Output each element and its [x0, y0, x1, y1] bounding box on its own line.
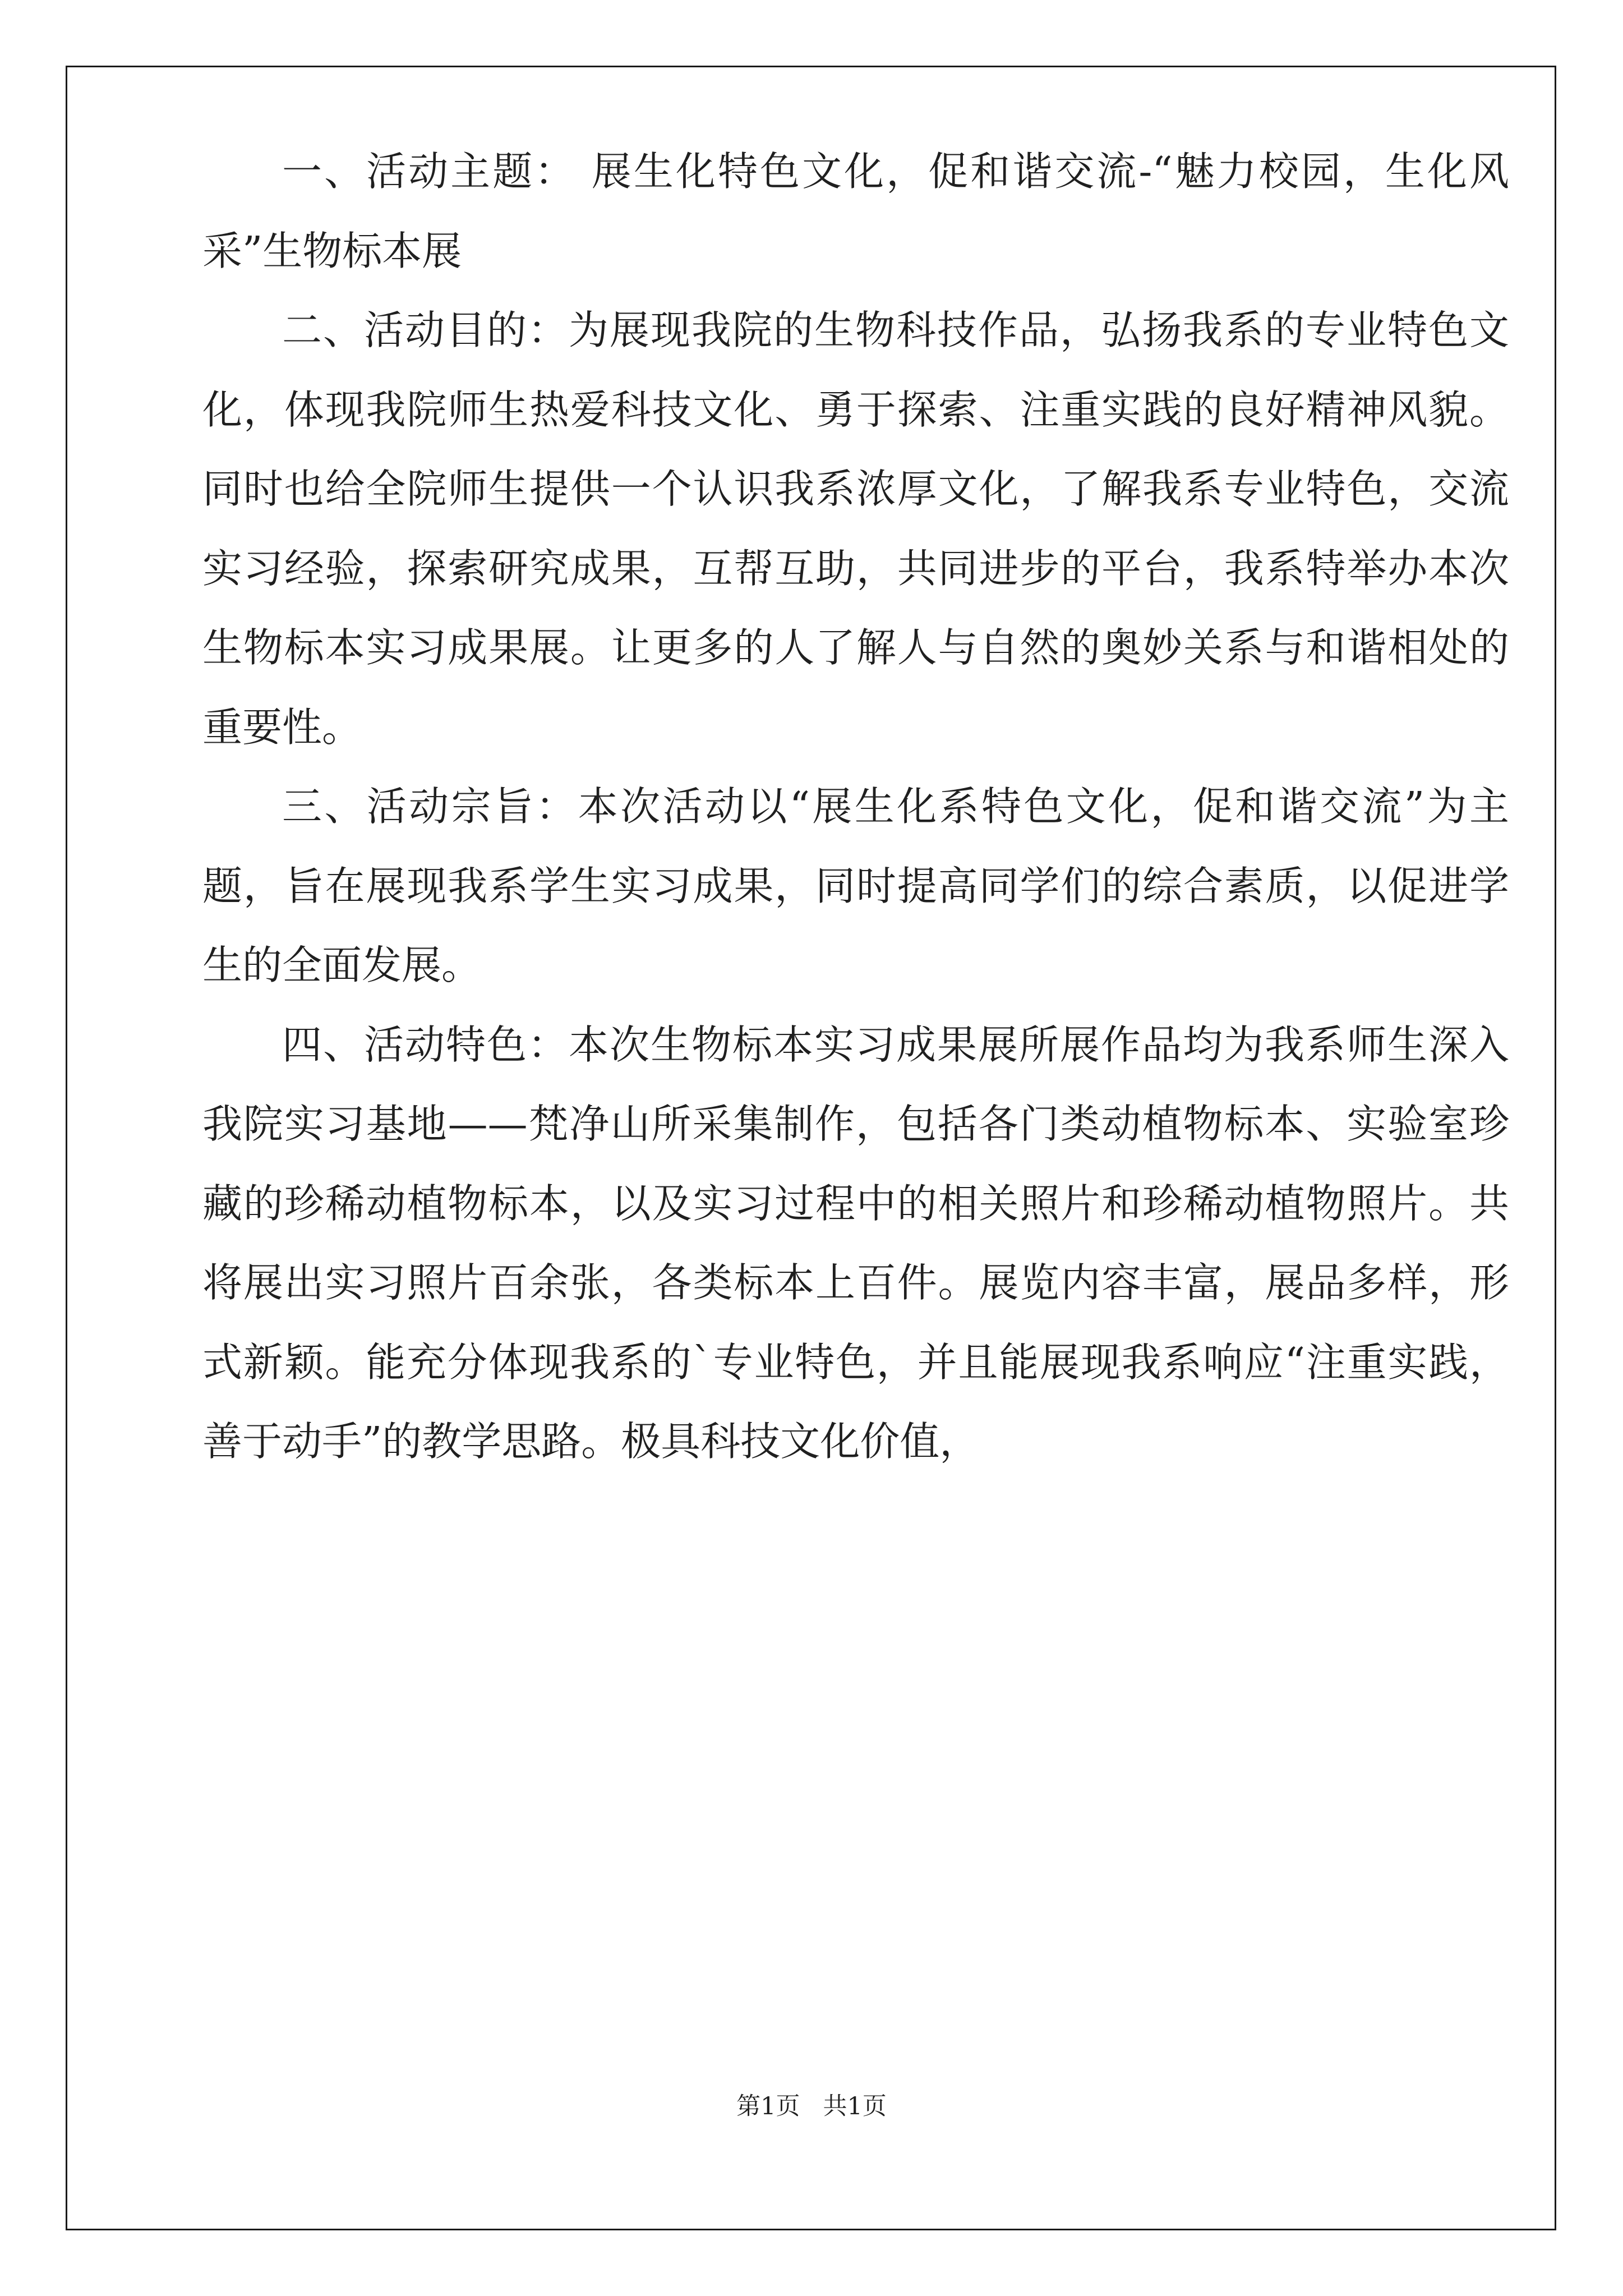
- paragraph-activity-features: 四、活动特色：本次生物标本实习成果展所展作品均为我系师生深入我院实习基地——梵净山所采集制作，包括各门类动植物标本、实验室珍藏的珍稀动植物标本，以及实习过程中的相关照片和珍稀动植物照片。共将展出实习照片百余张，各类标本上百件。展览内容丰富，展品多样，形式新颖。能充分体现我系的`专业特色，并且能展现我系响应“注重实践，善于动手”的教学思路。极具科技文化价值，: [202, 1021, 1509, 1465]
- paragraph-activity-aim: 三、活动宗旨：本次活动以“展生化系特色文化，促和谐交流”为主题，旨在展现我系学生实习成果，同时提高同学们的综合素质，以促进学生的全面发展。: [202, 783, 1509, 988]
- paragraph-activity-theme: 一、活动主题： 展生化特色文化，促和谐交流-“魅力校园，生化风采”生物标本展: [202, 148, 1509, 274]
- page-footer: 第1页 共1页: [736, 2092, 887, 2120]
- document-body: [202, 132, 1509, 1481]
- page-frame: [66, 66, 1556, 2230]
- paragraph-activity-purpose: 二、活动目的：为展现我院的生物科技作品，弘扬我系的专业特色文化，体现我院师生热爱科技文化、勇于探索、注重实践的良好精神风貌。同时也给全院师生提供一个认识我系浓厚文化，了解我系专业特色，交流实习经验，探索研究成果，互帮互助，共同进步的平台，我系特举办本次生物标本实习成果展。让更多的人了解人与自然的奥妙关系与和谐相处的重要性。: [202, 307, 1509, 751]
